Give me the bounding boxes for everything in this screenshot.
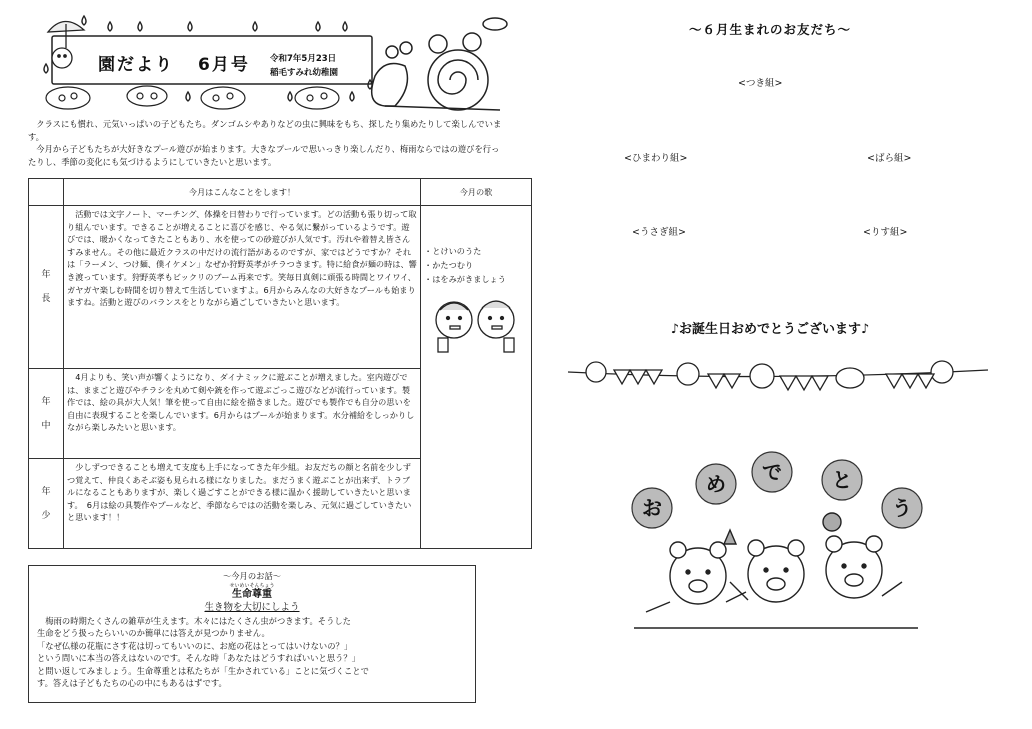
school-name: 稲毛すみれ幼稚園 xyxy=(270,68,339,78)
bear-icons xyxy=(634,513,918,628)
grade-label: 少 xyxy=(41,510,51,521)
activity-text: 活動では文字ノート、マーチング、体操を日替わりで行っています。どの活動も張り切って取り組んでいます。できることが増えることに喜びを感じ、やる気に繋がっているようです。遊びでは、暖かくなってきたこともあり、水を使っての砂遊びが人気です。汚れや着替え皆さんすみません。その他に最近クラスの中だけの流行語があるのですが、家ではどうですか？それは「ラーメン、つけ麺、僕イケメン」なぜか狩野英孝がチラつきます。特に給食が麺の時は、響き渡っています。狩野英孝もビックリのブーム再来です。笑毎日真剣に頑張る時間とワイワイ、ガヤガヤ楽しむ時間を切り替えて生活していますよ。6月からみんなの大好きなプールも始まりますね。活動と遊びのバランスをとりながら過ごしていきたいと思います。 xyxy=(64,206,421,369)
story-body xyxy=(29,615,475,690)
newsletter-title: 園だより xyxy=(98,55,174,75)
grade-label: 年 xyxy=(41,270,51,280)
omedetou-char: め xyxy=(706,472,726,496)
story-title: 生命尊重 xyxy=(232,588,272,600)
omedetou-char: お xyxy=(642,496,662,520)
umbrella-character-icon xyxy=(48,21,84,68)
omedetou-char: う xyxy=(892,496,912,520)
story-line: という問いに本当の答えはないのです。そんな時「あなたはどうすればいいと思う？」 xyxy=(37,653,360,663)
activities-table xyxy=(28,178,532,549)
grade-label: 中 xyxy=(41,420,51,431)
table-header-row xyxy=(29,179,532,206)
congratulations-message: ♪お誕生日おめでとうございます♪ xyxy=(670,322,870,337)
story-line: と問い返してみましょう。生命尊重とは私たちが「生かされている」ことに気づくことで xyxy=(37,665,369,676)
story-title-ruby: せいめいそんちょう xyxy=(229,582,275,589)
bunting-garland-icon xyxy=(568,352,988,402)
grade-cell xyxy=(29,459,64,549)
table-row xyxy=(29,206,532,369)
song-item: ・とけいのうた xyxy=(424,246,482,256)
hydrangea-icons xyxy=(46,86,339,109)
activities-header: 今月はこんなことをします！ xyxy=(64,179,421,206)
story-subtitle: 生き物を大切にしよう xyxy=(204,602,300,613)
songs-header: 今月の歌 xyxy=(421,179,532,206)
intro-text xyxy=(28,118,506,168)
activity-text: 4月よりも、笑い声が響くようになり、ダイナミックに遊ぶことが増えました。室内遊びでは、ままごと遊びやチラシを丸めて剣や銃を作って遊ぶごっこ遊びなどが流行っています。製作では、絵の具が大人気！筆を使って自由に絵を描きました。遊びでも製作でも自分の思いを自由に表現することを楽しんでいます。6月からはプールが始まります。水分補給をしっかりしながら楽しみたいと思います。 xyxy=(64,369,421,459)
song-item: ・はをみがきましょう xyxy=(424,274,506,284)
grade-label: 年 xyxy=(41,486,51,497)
story-line: 梅雨の時期たくさんの雑草が生えます。木々にはたくさん虫がつきます。そうした xyxy=(37,615,351,626)
grade-label: 長 xyxy=(41,294,51,304)
issue-date: 令和7年5月23日 xyxy=(270,54,337,64)
snail-icon xyxy=(372,18,507,110)
omedetou-bears-illustration xyxy=(626,452,926,632)
class-himawari: <ひまわり組> xyxy=(624,153,688,164)
intro-paragraph-1: クラスにも慣れ、元気いっぱいの子どもたち。ダンゴムシやありなどの虫に興味をもち、探したり集めたりして楽しんでいます。 xyxy=(28,119,502,142)
omedetou-char: と xyxy=(832,468,852,492)
class-usagi: <うさぎ組> xyxy=(632,227,686,238)
omedetou-char: で xyxy=(762,460,782,484)
grade-cell xyxy=(29,369,64,459)
grade-header-cell xyxy=(29,179,64,206)
activity-text: 少しずつできることも増えて支度も上手になってきた年少組。お友だちの顔と名前を少しずつ覚えて、仲良くあそぶ姿も見られる様になりました。まだうまく遊ぶことが出来ず、トラブルになることもありますが、楽しく過ごすことができる様に温かく援助していきたいと思います。 6月は絵の具製作やプールなど、季節ならではの活動を楽しみ、元気に過ごしていきたいと思います！！ xyxy=(64,459,421,549)
monthly-story-box xyxy=(28,565,476,703)
song-item: ・かたつむり xyxy=(424,260,474,270)
issue-label: 6月号 xyxy=(198,55,250,75)
songs-list xyxy=(424,244,528,286)
grade-cell xyxy=(29,206,64,369)
toothbrushing-kids-icon xyxy=(430,296,520,356)
story-line: す。答えは子どもたちの心の中にもあるはずです。 xyxy=(37,678,227,688)
story-line: 生命をどう扱ったらいいのか簡単には答えが見つかりません。 xyxy=(37,628,270,638)
songs-cell xyxy=(421,206,532,549)
class-risu: <りす組> xyxy=(863,227,908,238)
class-tsuki: <つき組> xyxy=(738,78,783,89)
grade-label: 年 xyxy=(41,396,51,407)
class-bara: <ばら組> xyxy=(867,153,912,164)
story-line: 「なぜ仏様の花瓶にさす花は切ってもいいのに、お庭の花はとってはいけないの？」 xyxy=(37,640,353,651)
story-heading: ～今月のお話～ xyxy=(222,571,282,581)
birthday-title: ～６月生まれのお友だち～ xyxy=(688,22,851,37)
intro-paragraph-2: 今月から子どもたちが大好きなプール遊びが始まります。大きなプールで思いっきり楽しんだり、梅雨ならではの遊びを行ったりし、季節の変化にも気づけるようにしていきたいと思います。 xyxy=(28,144,500,167)
